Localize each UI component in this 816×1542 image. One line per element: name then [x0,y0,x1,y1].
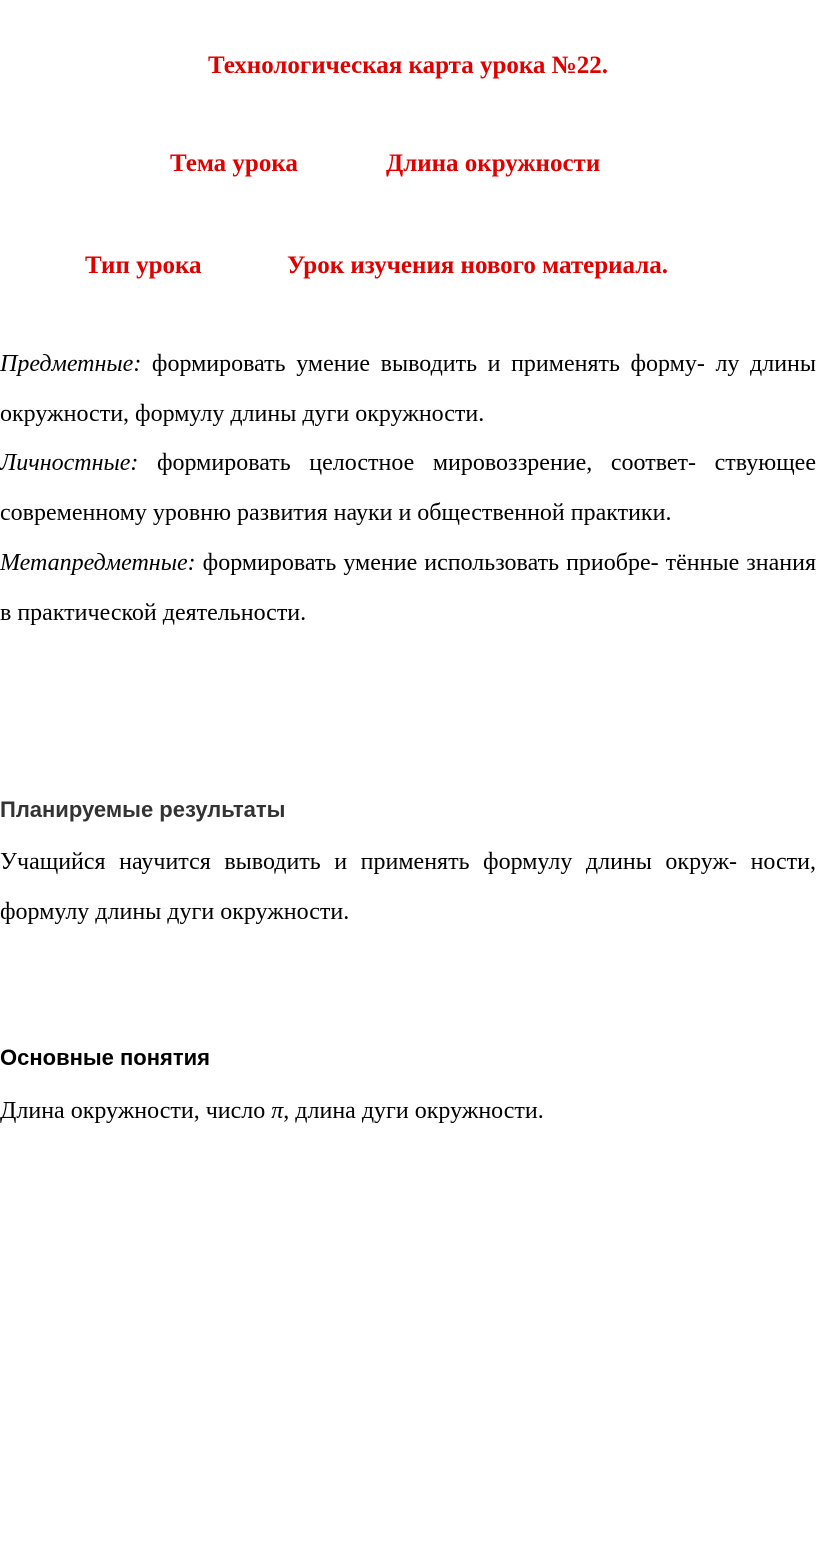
subject-objective-text: формировать умение выводить и применять форму- лу длины окружности, формулу длины дуги окружности. [0,351,816,427]
key-concepts-text [0,1087,816,1137]
lesson-title: Технологическая карта урока №22. [207,52,609,79]
personal-objective [0,439,816,538]
meta-objective [0,539,816,638]
planned-results-heading: Планируемые результаты [0,797,286,822]
subject-objective [0,340,816,439]
planned-results-text: Учащийся научится выводить и применять формулу длины окруж- ности, формулу длины дуги окружности. [0,849,816,925]
meta-objective-text: формировать умение использовать приобре- тённые знания в практической деятельности. [0,549,816,626]
personal-objective-text: формировать целостное мировоззрение, соответ- ствующее современному уровню развития науки и общественной практики. [0,450,816,527]
lesson-type-value: Урок изучения нового материала. [287,252,669,279]
pi-symbol: π [271,1098,284,1124]
personal-objective-label: Личностные: [0,450,139,477]
objectives-section [0,340,816,638]
key-concepts-text-end: , длина дуги окружности. [283,1098,544,1124]
meta-objective-label: Метапредметные: [0,549,196,576]
key-concepts-heading: Основные понятия [0,1045,211,1070]
key-concepts-text-start: Длина окружности, число [0,1098,272,1124]
subject-objective-label: Предметные: [0,351,142,377]
lesson-type-label: Тип урока [85,252,202,279]
topic-value: Длина окружности [386,150,601,177]
topic-label: Тема урока [170,150,298,177]
